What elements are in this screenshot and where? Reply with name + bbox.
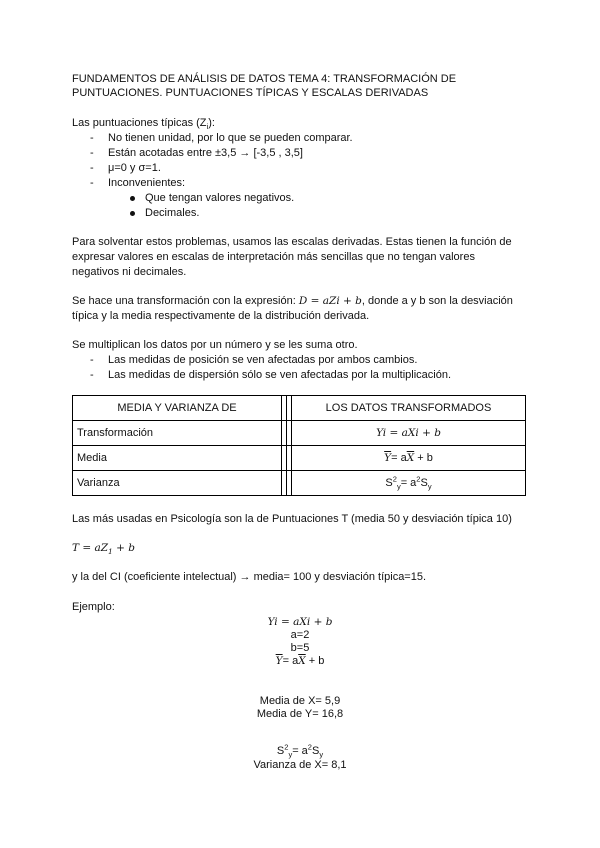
list-dash: - <box>90 147 94 159</box>
mean-variance-table <box>72 395 526 496</box>
list-dash: - <box>90 354 94 366</box>
transform-line-2: típica y la media respectivamente de la distribución derivada. <box>72 310 370 322</box>
paragraph-line: expresar valores en escalas de interpretación más sencillas que no tengan valores <box>72 251 475 263</box>
table-header-right: LOS DATOS TRANSFORMADOS <box>292 396 526 421</box>
sub-list-item: Que tengan valores negativos. <box>145 192 295 204</box>
list-dash: - <box>90 177 94 189</box>
table-cell-label: Varianza <box>73 471 282 496</box>
table-row <box>73 396 526 421</box>
example-mean-x: Media de X= 5,9 <box>259 695 341 707</box>
table-cell-label: Media <box>73 446 282 471</box>
list-item: No tienen unidad, por lo que se pueden comparar. <box>108 132 353 144</box>
example-mean-formula: $\overline{Y}= a\overline{X} + b$ <box>275 655 325 667</box>
list-item: Las medidas de posición se ven afectadas por ambos cambios. <box>108 354 418 366</box>
ci-line: y la del CI (coeficiente intelectual) → media= 100 y desviación típica=15. <box>72 571 427 583</box>
table-cell-formula: $S^2_y= a^2S_y$ <box>292 471 526 496</box>
title-line-1: FUNDAMENTOS DE ANÁLISIS DE DATOS TEMA 4: TRANSFORMACIÓN DE <box>72 73 457 85</box>
example-mean-y: Media de Y= 16,8 <box>256 708 344 720</box>
multiply-intro: Se multiplican los datos por un número y se les suma otro. <box>72 339 358 351</box>
example-variance-formula: $S^2_y= a^2S_y$ <box>276 742 324 760</box>
table-cell-formula: $\overline{Y}= a\overline{X} + b$ <box>292 446 526 471</box>
transform-formula: D = aZi + b <box>298 295 362 307</box>
table-row <box>73 471 526 496</box>
list-dash: - <box>90 162 94 174</box>
transform-line-1: Se hace una transformación con la expresión: D = aZi + b, donde a y b son la desviación <box>72 295 513 307</box>
example-variance-x: Varianza de X= 8,1 <box>253 759 347 771</box>
list-item: μ=0 y σ=1. <box>108 162 161 174</box>
example-b-value: b=5 <box>290 642 310 654</box>
list-item: Están acotadas entre ±3,5 → [-3,5 , 3,5] <box>108 147 303 159</box>
list-dash: - <box>90 132 94 144</box>
table-row <box>73 446 526 471</box>
example-formula: Yi = aXi + b <box>267 616 333 628</box>
table-cell-label: Transformación <box>73 421 282 446</box>
paragraph-line: Para solventar estos problemas, usamos las escalas derivadas. Estas tienen la función de <box>72 236 512 248</box>
title-line-2: PUNTUACIONES. PUNTUACIONES TÍPICAS Y ESCALAS DERIVADAS <box>72 87 429 99</box>
bullet-icon <box>130 211 135 216</box>
list-item: Las medidas de dispersión sólo se ven afectadas por la multiplicación. <box>108 369 452 381</box>
table-row <box>73 421 526 446</box>
table-cell-formula: Yi = aXi + b <box>292 421 526 446</box>
example-label: Ejemplo: <box>72 601 115 613</box>
typical-scores-heading: Las puntuaciones típicas $(Z_i)$: <box>72 117 215 132</box>
bullet-icon <box>130 196 135 201</box>
example-a-value: a=2 <box>290 629 310 641</box>
psychology-line: Las más usadas en Psicología son la de Puntuaciones T (media 50 y desviación típica 10) <box>72 513 512 525</box>
list-item: Inconvenientes: <box>108 177 186 189</box>
paragraph-line: negativos ni decimales. <box>72 266 187 278</box>
sub-list-item: Decimales. <box>145 207 200 219</box>
list-dash: - <box>90 369 94 381</box>
t-score-formula: $T = aZ_1 + b$ <box>72 542 136 557</box>
table-header-left: MEDIA Y VARIANZA DE <box>73 396 282 421</box>
